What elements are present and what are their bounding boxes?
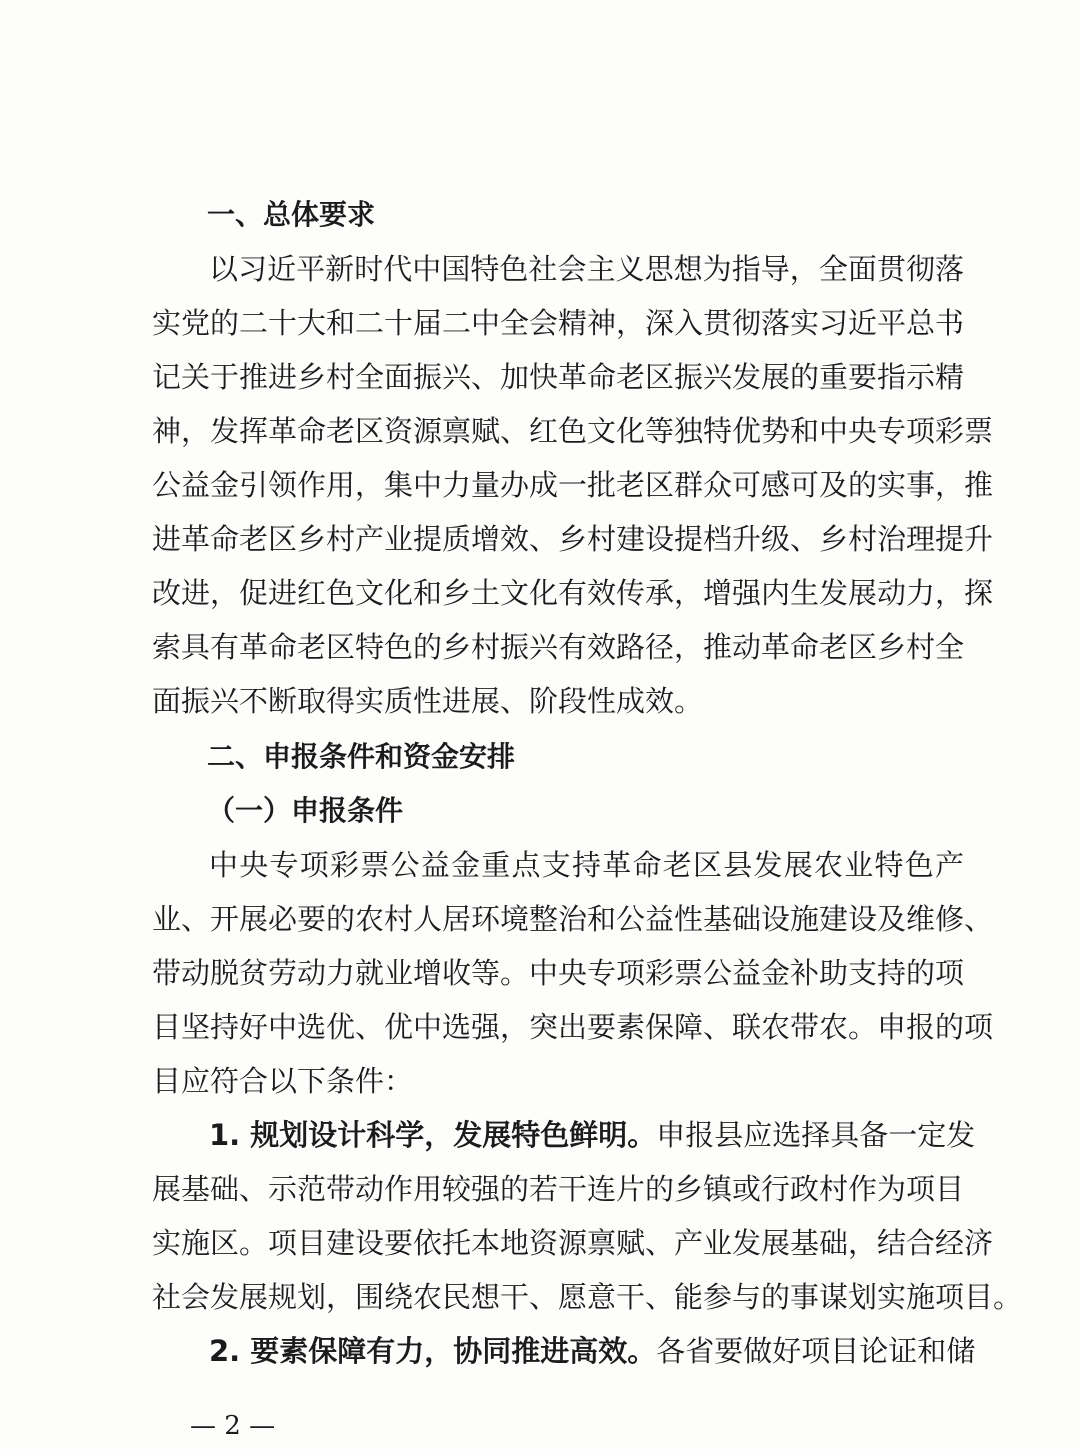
paragraph-line: 社会发展规划，围绕农民想干、愿意干、能参与的事谋划实施项目。 — [152, 1280, 1023, 1314]
list-item-2-text: 各省要做好项目论证和储 — [656, 1334, 976, 1368]
paragraph-line: 以习近平新时代中国特色社会主义思想为指导，全面贯彻落 — [209, 252, 964, 286]
paragraph-line: 带动脱贫劳动力就业增收等。中央专项彩票公益金补助支持的项 — [152, 956, 965, 990]
section-heading-overall-requirements: 一、总体要求 — [207, 198, 376, 231]
paragraph-line: 目坚持好中选优、优中选强，突出要素保障、联农带农。申报的项 — [152, 1010, 994, 1044]
page-number: — 2 — — [190, 1411, 276, 1441]
paragraph-line: 目应符合以下条件： — [152, 1064, 414, 1098]
list-item-1-text: 申报县应选择具备一定发 — [656, 1118, 976, 1152]
paragraph-line: 记关于推进乡村全面振兴、加快革命老区振兴发展的重要指示精 — [152, 360, 965, 394]
paragraph-line: 改进，促进红色文化和乡土文化有效传承，增强内生发展动力，探 — [152, 576, 994, 610]
subsection-heading-application-conditions: （一）申报条件 — [207, 794, 404, 827]
paragraph-line: 公益金引领作用，集中力量办成一批老区群众可感可及的实事，推 — [152, 468, 994, 502]
paragraph-line: 索具有革命老区特色的乡村振兴有效路径，推动革命老区乡村全 — [152, 630, 965, 664]
paragraph-line: 展基础、示范带动作用较强的若干连片的乡镇或行政村作为项目 — [152, 1172, 965, 1206]
section-heading-application-conditions: 二、申报条件和资金安排 — [207, 740, 516, 773]
list-item-2-first-line — [209, 1331, 976, 1371]
paragraph-line: 实党的二十大和二十届二中全会精神，深入贯彻落实习近平总书 — [152, 306, 965, 340]
paragraph-line: 业、开展必要的农村人居环境整治和公益性基础设施建设及维修、 — [152, 902, 994, 936]
paragraph-line: 实施区。项目建设要依托本地资源禀赋、产业发展基础，结合经济 — [152, 1226, 994, 1260]
list-item-1-lead: 1. 规划设计科学，发展特色鲜明。 — [209, 1118, 657, 1152]
paragraph-line: 进革命老区乡村产业提质增效、乡村建设提档升级、乡村治理提升 — [152, 522, 994, 556]
paragraph-line: 中央专项彩票公益金重点支持革命老区县发展农业特色产 — [209, 848, 964, 882]
list-item-2-lead: 2. 要素保障有力，协同推进高效。 — [209, 1334, 657, 1368]
paragraph-line: 面振兴不断取得实质性进展、阶段性成效。 — [152, 684, 704, 718]
list-item-1-first-line — [209, 1115, 976, 1155]
paragraph-line: 神，发挥革命老区资源禀赋、红色文化等独特优势和中央专项彩票 — [152, 414, 994, 448]
